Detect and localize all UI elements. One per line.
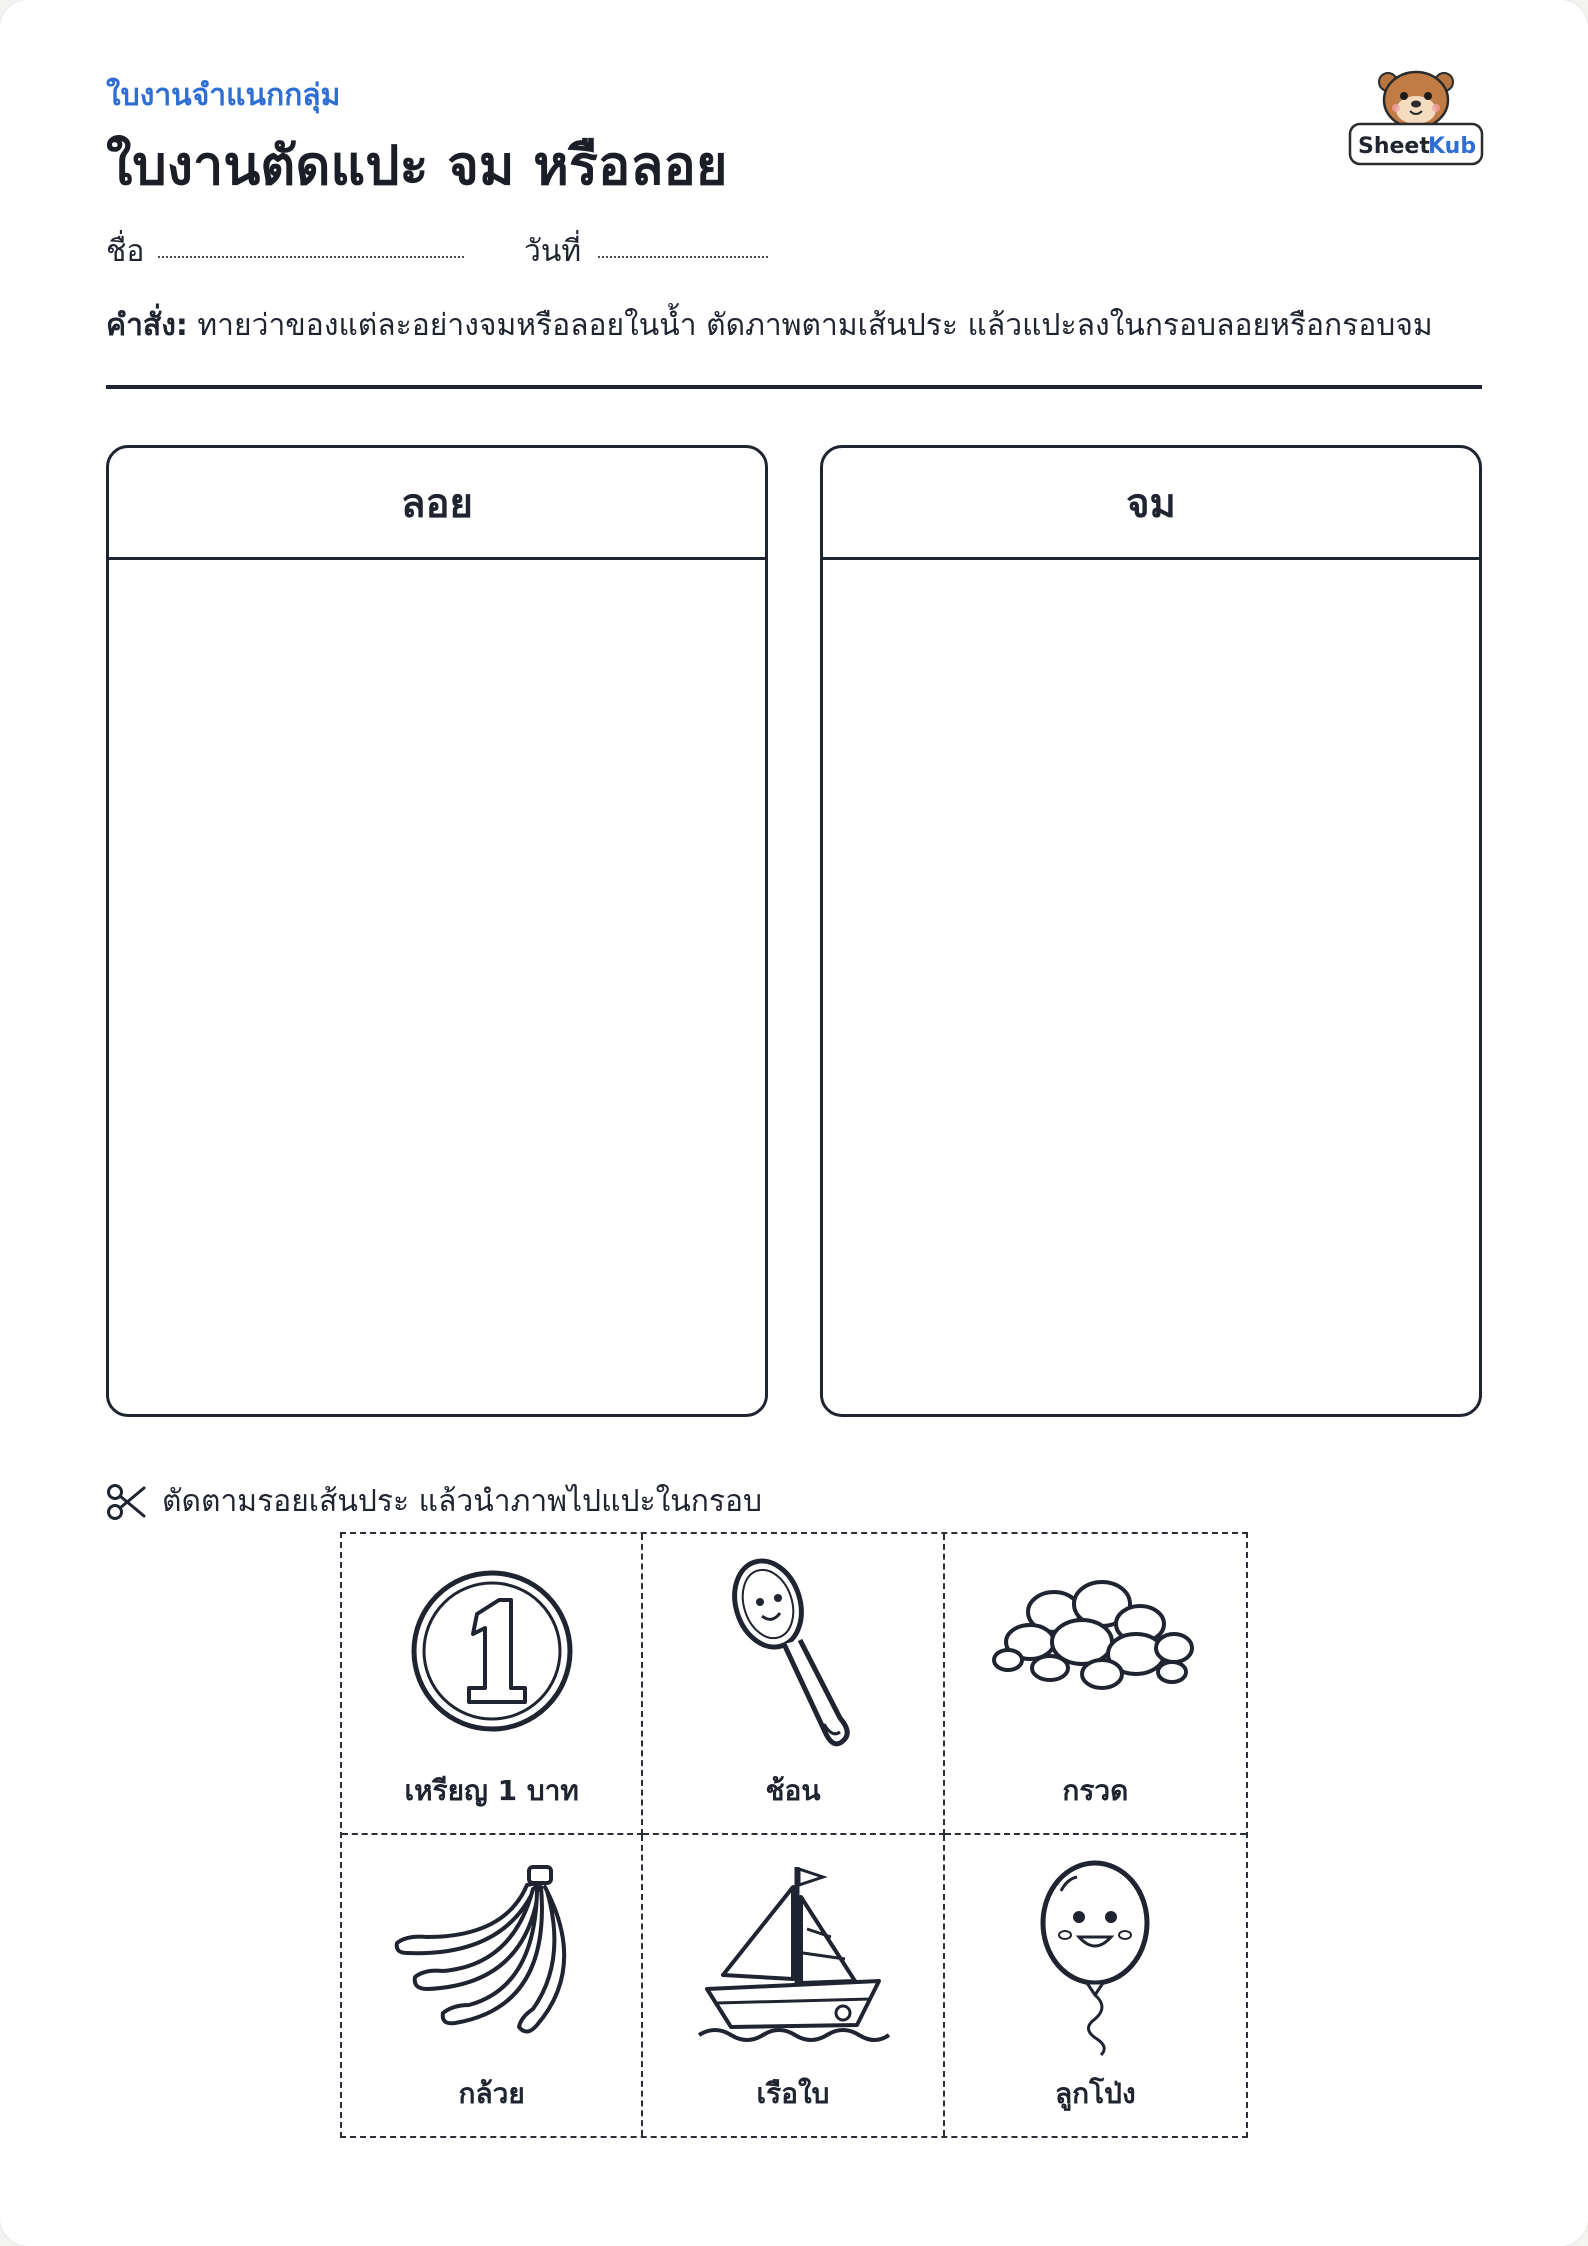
card-label: ลูกโป่ง [1055,2077,1136,2110]
name-field-line[interactable] [158,256,464,258]
card-label: ช้อน [765,1774,821,1807]
scissors-icon [106,1483,146,1521]
float-box[interactable] [106,445,768,1417]
pebbles-icon [990,1556,1200,1736]
spoon-icon [728,1556,858,1756]
worksheet-title: ใบงานตัดแปะ จม หรือลอย [106,134,728,197]
cut-instruction [106,1478,762,1525]
cutout-grid [340,1532,1248,2138]
card-label: เหรียญ 1 บาท [404,1774,579,1807]
float-box-heading: ลอย [109,448,765,560]
card-coin[interactable] [342,1534,643,1835]
coin-icon [407,1556,577,1746]
instruction [106,302,1506,349]
sailboat-icon [693,1857,893,2047]
card-banana[interactable] [342,1835,643,2136]
card-sailboat[interactable] [643,1835,944,2136]
sink-box-heading: จม [823,448,1479,560]
logo-text-sheet: Sheet [1358,134,1430,159]
instruction-text: ทายว่าของแต่ละอย่างจมหรือลอยในน้ำ ตัดภาพตามเส้นประ แล้วแปะลงในกรอบลอยหรือกรอบจม [187,308,1433,343]
date-label: วันที่ [524,234,582,269]
sink-box[interactable] [820,445,1482,1417]
cut-instruction-text: ตัดตามรอยเส้นประ แล้วนำภาพไปแปะในกรอบ [162,1484,763,1519]
banana-icon [387,1857,597,2047]
card-pebbles[interactable] [945,1534,1246,1835]
card-label: เรือใบ [756,2077,830,2110]
card-spoon[interactable] [643,1534,944,1835]
balloon-icon [1025,1857,1165,2057]
name-label: ชื่อ [106,234,145,269]
card-balloon[interactable] [945,1835,1246,2136]
logo-text-kub: Kub [1428,134,1477,159]
sheetkub-logo [1346,62,1486,172]
date-field-line[interactable] [598,256,768,258]
worksheet-category: ใบงานจำแนกกลุ่ม [106,78,341,113]
card-label: กรวด [1062,1774,1129,1807]
card-label: กล้วย [458,2077,525,2110]
instruction-lead: คำสั่ง: [106,308,188,343]
header-divider [106,385,1482,389]
